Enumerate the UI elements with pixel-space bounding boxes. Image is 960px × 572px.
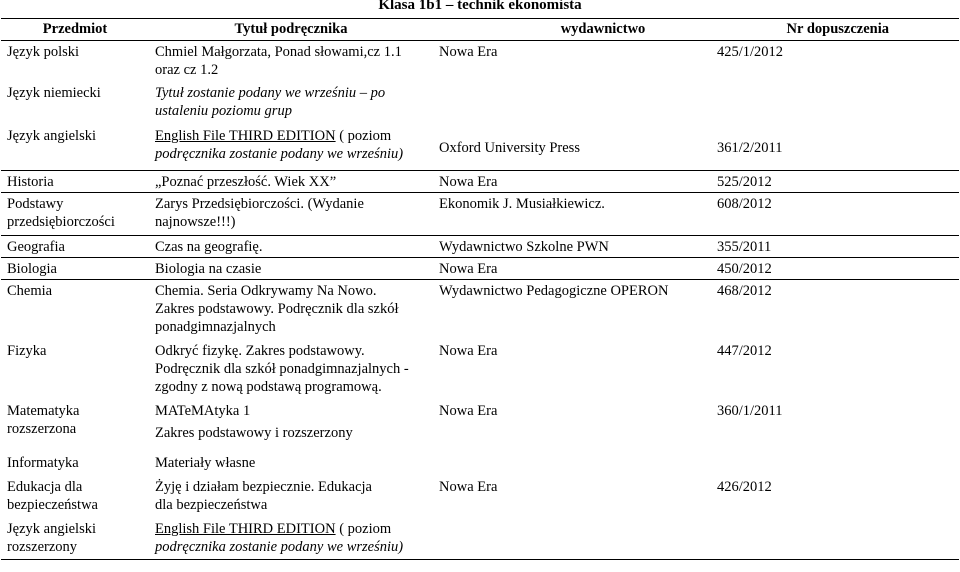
approval-cell: 360/1/2011 xyxy=(717,402,783,419)
book-cell: „Poznać przeszłość. Wiek XX” xyxy=(149,171,433,193)
approval-cell xyxy=(717,82,959,125)
approval-cell: 361/2/2011 xyxy=(717,125,959,171)
subject-cell: Historia xyxy=(1,171,149,193)
publisher-cell xyxy=(433,452,717,476)
table-header xyxy=(1,19,959,41)
approval-cell: 355/2011 xyxy=(717,236,959,258)
publisher-cell: Ekonomik J. Musiałkiewicz. xyxy=(433,193,717,236)
book-cell: Żyję i działam bezpiecznie. Edukacja dla bezpieczeństwa xyxy=(155,478,372,513)
book-title-rest: ( poziom xyxy=(335,127,392,144)
subject-cell: Matematyka rozszerzona xyxy=(7,402,80,437)
approval-cell: 468/2012 xyxy=(717,283,772,299)
approval-cell: 447/2012 xyxy=(717,342,772,359)
publisher-cell xyxy=(433,82,717,125)
approval-cell xyxy=(717,518,959,560)
subject-cell: Język polski xyxy=(7,44,80,60)
book-cell: Biologia na czasie xyxy=(149,258,433,280)
publisher-cell: Nowa Era xyxy=(439,478,498,495)
subject-cell: Biologia xyxy=(1,258,149,280)
table-row xyxy=(1,41,959,82)
table-row xyxy=(1,125,959,171)
book-title-underlined: English File THIRD EDITION xyxy=(155,520,336,537)
book-cell: Materiały własne xyxy=(155,454,256,471)
approval-cell xyxy=(717,452,959,476)
subject-cell: Fizyka xyxy=(7,342,47,359)
book-title-line1: MATeMAtyka 1 xyxy=(155,402,251,419)
book-title-note: podręcznika zostanie podany we wrześniu) xyxy=(155,145,404,162)
subject-cell: Język angielski rozszerzony xyxy=(1,518,149,560)
table-row xyxy=(1,280,959,340)
table-row xyxy=(1,476,959,518)
table-row xyxy=(1,236,959,258)
table-row xyxy=(1,193,959,236)
header-publisher: wydawnictwo xyxy=(433,19,717,41)
subject-cell: Informatyka xyxy=(7,454,79,471)
publisher-cell xyxy=(433,518,717,560)
table-row xyxy=(1,171,959,193)
publisher-cell: Wydawnictwo Szkolne PWN xyxy=(433,236,717,258)
book-cell: Czas na geografię. xyxy=(149,236,433,258)
book-title-underlined: English File THIRD EDITION xyxy=(155,127,336,144)
publisher-cell: Nowa Era xyxy=(439,342,498,359)
book-cell: Zarys Przedsiębiorczości. (Wydanie najnowsze!!!) xyxy=(149,193,433,236)
table-row xyxy=(1,518,959,560)
approval-cell: 450/2012 xyxy=(717,258,959,280)
publisher-cell: Oxford University Press xyxy=(433,125,717,171)
table-row xyxy=(1,452,959,476)
table-row xyxy=(1,400,959,452)
book-cell xyxy=(149,400,433,452)
approval-cell: 608/2012 xyxy=(717,193,959,236)
subject-cell: Podstawy przedsiębiorczości xyxy=(1,193,149,236)
table-row xyxy=(1,340,959,400)
approval-cell: 525/2012 xyxy=(717,171,959,193)
approval-cell: 426/2012 xyxy=(717,478,772,495)
publisher-cell: Nowa Era xyxy=(439,402,498,419)
header-book-title: Tytuł podręcznika xyxy=(149,19,433,41)
book-title-line2: Zakres podstawowy i rozszerzony xyxy=(155,424,353,441)
book-cell xyxy=(149,82,433,125)
subject-cell: Edukacja dla bezpieczeństwa xyxy=(7,478,98,513)
table-row xyxy=(1,258,959,280)
header-approval: Nr dopuszczenia xyxy=(717,19,959,41)
table-row xyxy=(1,82,959,125)
subject-cell: Język angielski xyxy=(1,125,149,171)
page-title: Klasa 1b1 – technik ekonomista xyxy=(378,0,582,13)
book-cell xyxy=(149,518,433,560)
publisher-cell: Nowa Era xyxy=(433,171,717,193)
book-title-italic: Tytuł zostanie podany we wrześniu – po ustaleniu poziomu grup xyxy=(155,84,386,119)
book-title-rest: ( poziom xyxy=(335,520,392,537)
textbook-table xyxy=(1,18,959,560)
publisher-cell: Nowa Era xyxy=(439,44,498,60)
subject-cell: Geografia xyxy=(1,236,149,258)
publisher-cell: Wydawnictwo Pedagogiczne OPERON xyxy=(439,283,669,299)
subject-cell: Język niemiecki xyxy=(7,84,101,101)
book-cell: Chmiel Małgorzata, Ponad słowami,cz 1.1 oraz cz 1.2 xyxy=(155,44,402,78)
subject-cell: Chemia xyxy=(7,283,53,299)
book-cell xyxy=(149,125,433,171)
approval-cell: 425/1/2012 xyxy=(717,44,784,60)
book-cell: Odkryć fizykę. Zakres podstawowy. Podręcznik dla szkół ponadgimnazjalnych - zgodny z nową podstawą programową. xyxy=(155,342,409,395)
header-subject: Przedmiot xyxy=(1,19,149,41)
book-title-note: podręcznika zostanie podany we wrześniu) xyxy=(155,538,404,555)
book-cell: Chemia. Seria Odkrywamy Na Nowo. Zakres podstawowy. Podręcznik dla szkół ponadgimnazjalnych xyxy=(155,283,399,335)
publisher-cell: Nowa Era xyxy=(433,258,717,280)
